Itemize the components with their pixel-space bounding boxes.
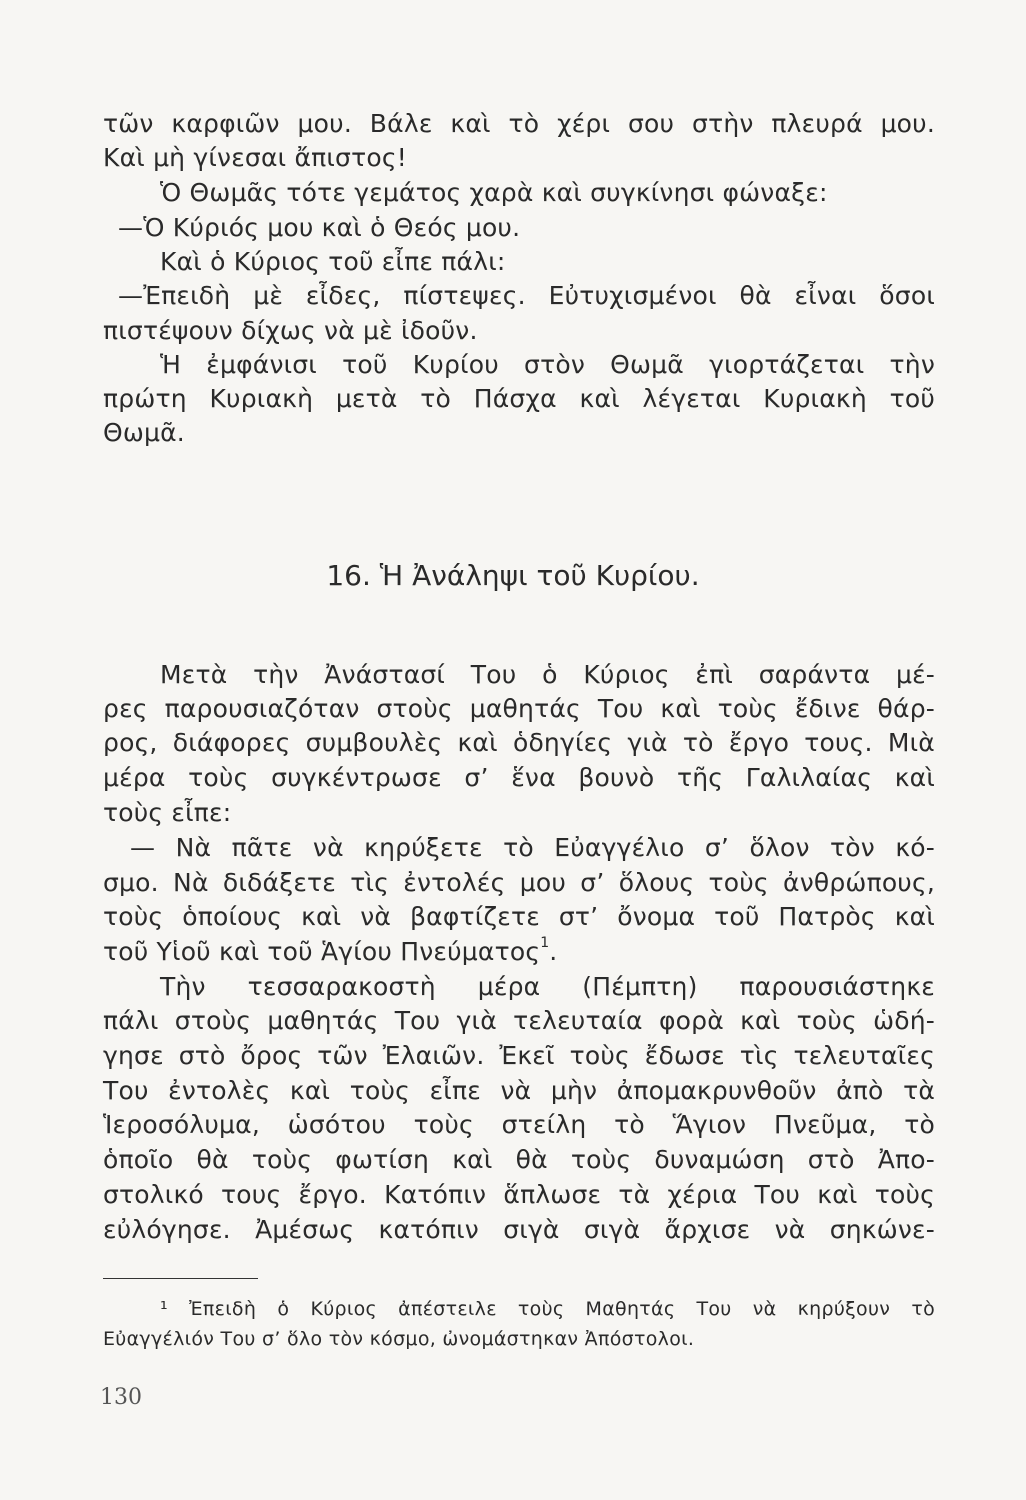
text-line: ρος, διάφορες συμβουλὲς καὶ ὁδηγίες γιὰ τὸ ἔργο τους. Μιὰ	[103, 728, 935, 757]
text-line: στολικό τους ἔργο. Κατόπιν ἅπλωσε τὰ χέρια Του καὶ τοὺς	[103, 1180, 935, 1209]
text-line: Ἡ ἐμφάνισι τοῦ Κυρίου στὸν Θωμᾶ γιορτάζεται τὴν	[160, 350, 935, 379]
text-line: ρες παρουσιαζόταν στοὺς μαθητάς Του καὶ τοὺς ἔδινε θάρ-	[103, 694, 935, 723]
text-line: πρώτη Κυριακὴ μετὰ τὸ Πάσχα καὶ λέγεται Κυριακὴ τοῦ	[103, 384, 935, 413]
footnote-line: Εὐαγγέλιόν Του σ’ ὅλο τὸν κόσμο, ὠνομάστηκαν Ἀπόστολοι.	[103, 1328, 695, 1350]
text-line: Τὴν τεσσαρακοστὴ μέρα (Πέμπτη) παρουσιάστηκε	[160, 972, 935, 1001]
text-line-with-footnote	[103, 936, 935, 968]
footnote-line: ¹ Ἐπειδὴ ὁ Κύριος ἀπέστειλε τοὺς Μαθητάς Του νὰ κηρύξουν τὸ	[160, 1298, 935, 1320]
text-line: πάλι στοὺς μαθητάς Του γιὰ τελευταία φορὰ καὶ τοὺς ὡδή-	[103, 1006, 935, 1035]
text-line: Καὶ ὁ Κύριος τοῦ εἶπε πάλι:	[160, 247, 506, 276]
text-line: —Ἐπειδὴ μὲ εἶδες, πίστεψες. Εὐτυχισμένοι θὰ εἶναι ὅσοι	[118, 281, 935, 310]
section-title: 16. Ἡ Ἀνάληψι τοῦ Κυρίου.	[326, 559, 700, 592]
text-line: Θωμᾶ.	[103, 418, 185, 447]
footnote-rule	[103, 1278, 258, 1279]
text-line: Ἱεροσόλυμα, ὡσότου τοὺς στείλη τὸ Ἅγιον Πνεῦμα, τὸ	[103, 1110, 935, 1139]
text-line: μέρα τοὺς συγκέντρωσε σ’ ἕνα βουνὸ τῆς Γαλιλαίας καὶ	[103, 763, 935, 792]
text-span: τοῦ Υἱοῦ καὶ τοῦ Ἁγίου Πνεύματος	[103, 937, 541, 966]
text-line: γησε στὸ ὄρος τῶν Ἐλαιῶν. Ἐκεῖ τοὺς ἔδωσε τὶς τελευταῖες	[103, 1041, 935, 1070]
text-line: τοὺς εἶπε:	[103, 798, 232, 827]
text-line: Καὶ μὴ γίνεσαι ἄπιστος!	[103, 143, 407, 172]
text-line: σμο. Νὰ διδάξετε τὶς ἐντολές μου σ’ ὅλους τοὺς ἀνθρώπους,	[103, 868, 935, 897]
footnote-marker: 1	[540, 935, 550, 951]
text-line: εὐλόγησε. Ἀμέσως κατόπιν σιγὰ σιγὰ ἄρχισε νὰ σηκώνε-	[103, 1215, 935, 1244]
text-line: Ὁ Θωμᾶς τότε γεμάτος χαρὰ καὶ συγκίνησι φώναξε:	[160, 178, 828, 207]
text-line: ὁποῖο θὰ τοὺς φωτίση καὶ θὰ τοὺς δυναμώση στὸ Ἀπο-	[103, 1145, 935, 1174]
page-number: 130	[100, 1385, 142, 1410]
text-line: —Ὁ Κύριός μου καὶ ὁ Θεός μου.	[118, 213, 521, 242]
text-span: .	[549, 937, 558, 966]
text-line: τῶν καρφιῶν μου. Βάλε καὶ τὸ χέρι σου στὴν πλευρά μου.	[103, 109, 935, 138]
text-line: τοὺς ὁποίους καὶ νὰ βαφτίζετε στ’ ὄνομα τοῦ Πατρὸς καὶ	[103, 902, 935, 931]
text-line: Μετὰ τὴν Ἀνάστασί Του ὁ Κύριος ἐπὶ σαράντα μέ-	[160, 660, 935, 689]
text-line: Του ἐντολὲς καὶ τοὺς εἶπε νὰ μὴν ἀπομακρυνθοῦν ἀπὸ τὰ	[103, 1076, 935, 1105]
text-line: πιστέψουν δίχως νὰ μὲ ἰδοῦν.	[103, 316, 478, 345]
text-line: — Νὰ πᾶτε νὰ κηρύξετε τὸ Εὐαγγέλιο σ’ ὅλον τὸν κό-	[130, 833, 935, 862]
